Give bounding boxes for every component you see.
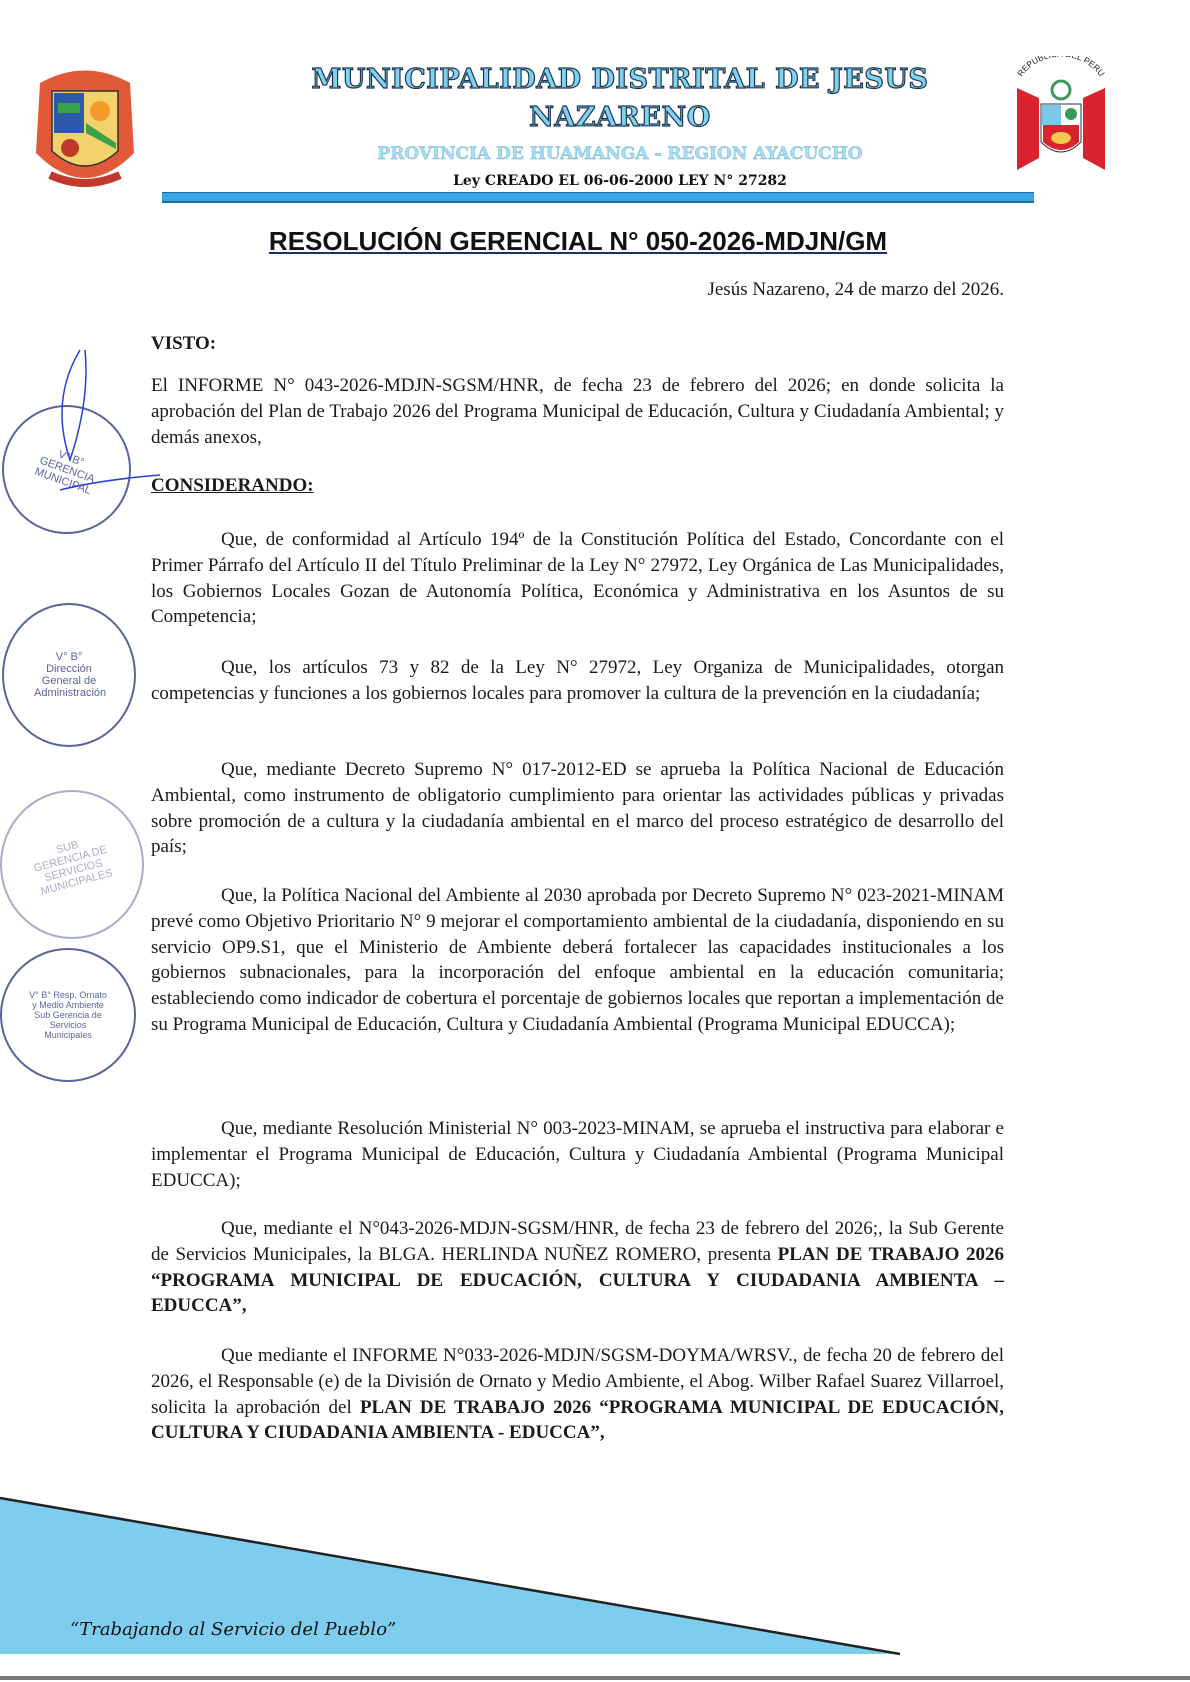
- republica-del-peru-label: REPUB L PERU: [1015, 56, 1107, 79]
- considerando-paragraph: Que, los artículos 73 y 82 de la Ley N° 27972, Ley Organiza de Municipalidades, otorgan competencias y funciones a los gobiernos locales para promover la cultura de la prevención en la ciudadanía;: [151, 657, 1004, 704]
- considerando-paragraph: Que, la Política Nacional del Ambiente al 2030 aprobada por Decreto Supremo N° 023-2021-MINAM prevé como Objetivo Prioritario N° 9 mejorar el comportamiento ambiental de la ciudadanía, disponiendo en su servicio OP9.S1, que el Ministerio de Ambiente deberá fortalecer las capacidades institucionales a los gobiernos subnacionales, para la incorporación del enfoque ambiental en la educación comunitaria; estableciendo como indicador de cobertura el porcentaje de gobiernos locales que reportan a implementación de su Programa Municipal de Educación, Cultura y Ciudadanía Ambiental (Programa Municipal EDUCCA);: [151, 885, 1004, 1035]
- plan-title-bold: PLAN DE TRABAJO 2026 “PROGRAMA MUNICIPAL DE EDUCACIÓN, CULTURA Y CIUDADANIA AMBIENTA - EDUCCA”,: [151, 1396, 1004, 1444]
- considerando-paragraph: Que, mediante Decreto Supremo N° 017-2012-ED se aprueba la Política Nacional de Educación Ambiental, como instrumento de obligatorio cumplimiento para orientar las actividades públicas y privadas sobre promoción de a cultura y la ciudadanía ambiental en el marco del proceso estratégico de desarrollo del país;: [151, 759, 1004, 858]
- paragraph-text: Que mediante el INFORME N°033-2026-MDJN/SGSM-DOYMA/WRSV., de fecha 20 de febrero del 2026, el Responsable (e) de la División de Ornato y Medio Ambiente, el Abog. Wilber Rafael Suarez Villarroel, solicita la aprobación del: [151, 1345, 1004, 1418]
- considerando-paragraph: [151, 1343, 1004, 1446]
- paragraph-text: Que, mediante el N°043-2026-MDJN-SGSM/HNR, de fecha 23 de febrero del 2026;, la Sub Gerente de Servicios Municipales, la BLGA. HERLINDA NUÑEZ ROMERO, presenta: [151, 1218, 1004, 1265]
- footer-motto: “Trabajando al Servicio del Pueblo”: [70, 1619, 397, 1640]
- visto-text: El INFORME N° 043-2026-MDJN-SGSM/HNR, de fecha 23 de febrero del 2026; en donde solicita la aprobación del Plan de Trabajo 2026 del Programa Municipal de Educación, Cultura y Ciudadanía Ambiental; y demás anexos,: [151, 375, 1004, 448]
- document-date: Jesús Nazareno, 24 de marzo del 2026.: [707, 279, 1004, 300]
- stamp-text: V° B° GERENCIA MUNICIPAL: [32, 448, 96, 497]
- stamp-text: V° B° Resp. Ornato y Medio Ambiente Sub Gerencia de Servicios Municipales: [29, 990, 107, 1040]
- servicios-municipales-stamp: [0, 790, 144, 939]
- municipality-name: MUNICIPALIDAD DISTRITAL DE JESUS: [311, 64, 929, 95]
- plan-title-bold: PLAN DE TRABAJO 2026 “PROGRAMA MUNICIPAL DE EDUCACIÓN, CULTURA Y CIUDADANIA AMBIENTA – EDUCCA”,: [151, 1243, 1005, 1317]
- considerando-paragraph: Que, mediante Resolución Ministerial N° 003-2023-MINAM, se aprueba el instructiva para elaborar e implementar el Programa Municipal de Educación, Cultura y Ciudadanía Ambiental (Programa Municipal EDUCCA);: [151, 1118, 1004, 1191]
- considerando-paragraph: Que, de conformidad al Artículo 194º de la Constitución Política del Estado, Concordante con el Primer Párrafo del Artículo II del Título Preliminar de la Ley N° 27972, Ley Orgánica de Las Municipalidades, los Gobiernos Locales Gozan de Autonomía Política, Económica y Administrativa en los Asuntos de su Competencia;: [151, 529, 1004, 628]
- signature: [40, 340, 170, 540]
- ornato-medio-ambiente-stamp: [0, 948, 136, 1082]
- creation-law: Ley CREADO EL 06-06-2000 LEY N° 27282: [453, 173, 787, 189]
- footer-banner: [0, 1490, 1190, 1680]
- visto-heading: VISTO:: [151, 333, 217, 354]
- resolution-title: RESOLUCIÓN GERENCIAL N° 050-2026-MDJN/GM: [268, 226, 888, 256]
- municipal-coat-of-arms-logo: [30, 63, 140, 195]
- administracion-stamp: [2, 603, 136, 747]
- municipality-name-line2: NAZARENO: [529, 102, 711, 133]
- province-region: PROVINCIA DE HUAMANGA - REGION AYACUCHO: [377, 144, 863, 164]
- considerando-heading: CONSIDERANDO:: [151, 475, 314, 496]
- header-divider: [162, 192, 1034, 203]
- considerando-paragraph: [151, 1216, 1004, 1319]
- stamp-text: SUB GERENCIA DE SERVICIOS MUNICIPALES: [32, 838, 114, 898]
- stamp-text: V° B° Dirección General de Administración: [34, 651, 107, 699]
